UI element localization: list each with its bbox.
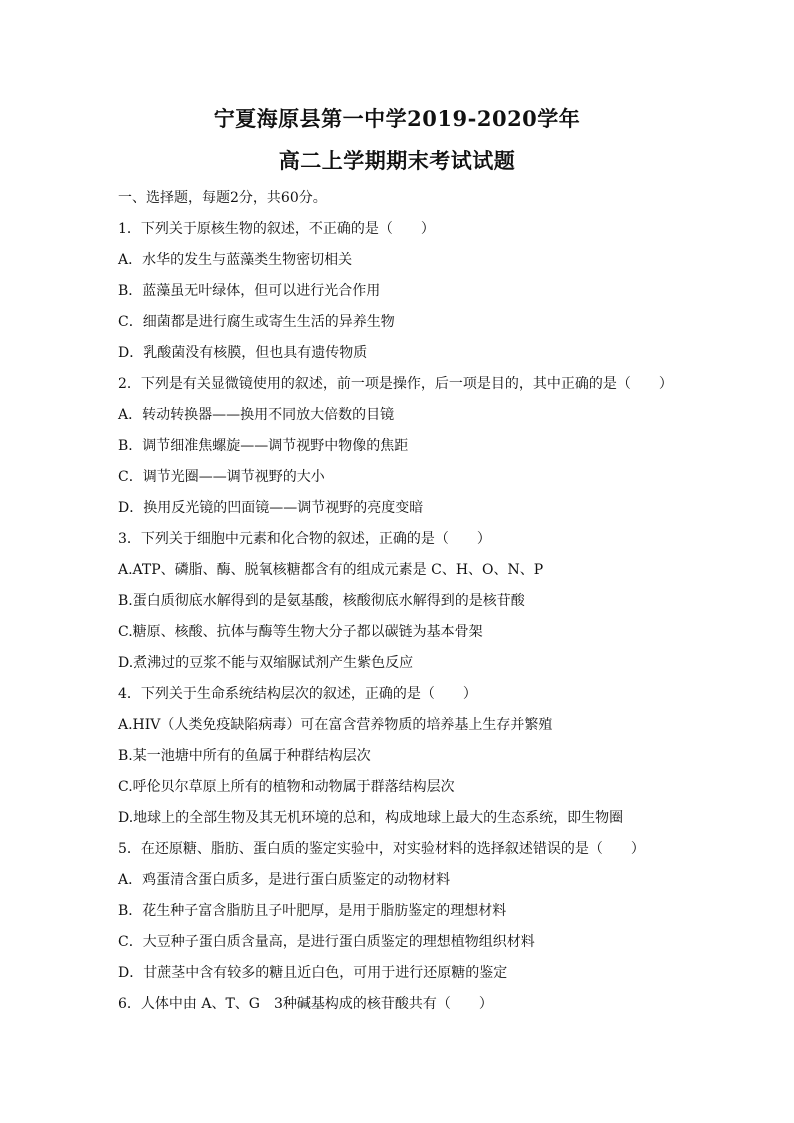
question-4-option-b: B.某一池塘中所有的鱼属于种群结构层次 xyxy=(118,748,371,764)
question-3-option-b: B.蛋白质彻底水解得到的是氨基酸，核酸彻底水解得到的是核苷酸 xyxy=(118,593,525,609)
question-2-option-c: C．调节光圈——调节视野的大小 xyxy=(118,469,325,485)
question-5-option-a: A．鸡蛋清含蛋白质多，是进行蛋白质鉴定的动物材料 xyxy=(118,872,451,888)
question-1-option-d: D．乳酸菌没有核膜，但也具有遗传物质 xyxy=(118,345,368,361)
section-heading: 一、选择题，每题2分，共60分。 xyxy=(118,190,327,206)
question-3-stem: 3．下列关于细胞中元素和化合物的叙述，正确的是（ ） xyxy=(118,531,491,547)
question-5-option-b: B．花生种子富含脂肪且子叶肥厚，是用于脂肪鉴定的理想材料 xyxy=(118,903,507,919)
question-1-stem: 1．下列关于原核生物的叙述，不正确的是（ ） xyxy=(118,221,435,237)
question-body xyxy=(118,183,678,1020)
question-4-option-a: A.HIV（人类免疫缺陷病毒）可在富含营养物质的培养基上生存并繁殖 xyxy=(118,717,553,733)
exam-subtitle: 高二上学期期末考试试题 xyxy=(278,148,516,173)
question-2-option-d: D．换用反光镜的凹面镜——调节视野的亮度变暗 xyxy=(118,500,424,516)
question-3-option-c: C.糖原、核酸、抗体与酶等生物大分子都以碳链为基本骨架 xyxy=(118,624,483,640)
question-3-option-d: D.煮沸过的豆浆不能与双缩脲试剂产生紫色反应 xyxy=(118,655,414,671)
question-5-stem: 5．在还原糖、脂肪、蛋白质的鉴定实验中，对实验材料的选择叙述错误的是（ ） xyxy=(118,841,645,857)
question-2-option-a: A．转动转换器——换用不同放大倍数的目镜 xyxy=(118,407,395,423)
question-4-option-c: C.呼伦贝尔草原上所有的植物和动物属于群落结构层次 xyxy=(118,779,455,795)
question-1-option-c: C．细菌都是进行腐生或寄生生活的异养生物 xyxy=(118,314,395,330)
exam-title: 宁夏海原县第一中学2019-2020学年 xyxy=(213,106,581,131)
question-1-option-b: B．蓝藻虽无叶绿体，但可以进行光合作用 xyxy=(118,283,381,299)
question-5-option-c: C．大豆种子蛋白质含量高，是进行蛋白质鉴定的理想植物组织材料 xyxy=(118,934,535,950)
question-4-option-d: D.地球上的全部生物及其无机环境的总和，构成地球上最大的生态系统，即生物圈 xyxy=(118,810,624,826)
question-5-option-d: D．甘蔗茎中含有较多的糖且近白色，可用于进行还原糖的鉴定 xyxy=(118,965,508,981)
question-2-option-b: B．调节细准焦螺旋——调节视野中物像的焦距 xyxy=(118,438,409,454)
question-1-option-a: A．水华的发生与蓝藻类生物密切相关 xyxy=(118,252,353,268)
question-2-stem: 2．下列是有关显微镜使用的叙述，前一项是操作，后一项是目的，其中正确的是（ ） xyxy=(118,376,673,392)
question-4-stem: 4．下列关于生命系统结构层次的叙述，正确的是（ ） xyxy=(118,686,477,702)
question-6-stem: 6．人体中由 A、T、G 3种碱基构成的核苷酸共有（ ） xyxy=(118,996,493,1012)
question-3-option-a: A.ATP、磷脂、酶、脱氧核糖都含有的组成元素是 C、H、O、N、P xyxy=(118,562,544,578)
